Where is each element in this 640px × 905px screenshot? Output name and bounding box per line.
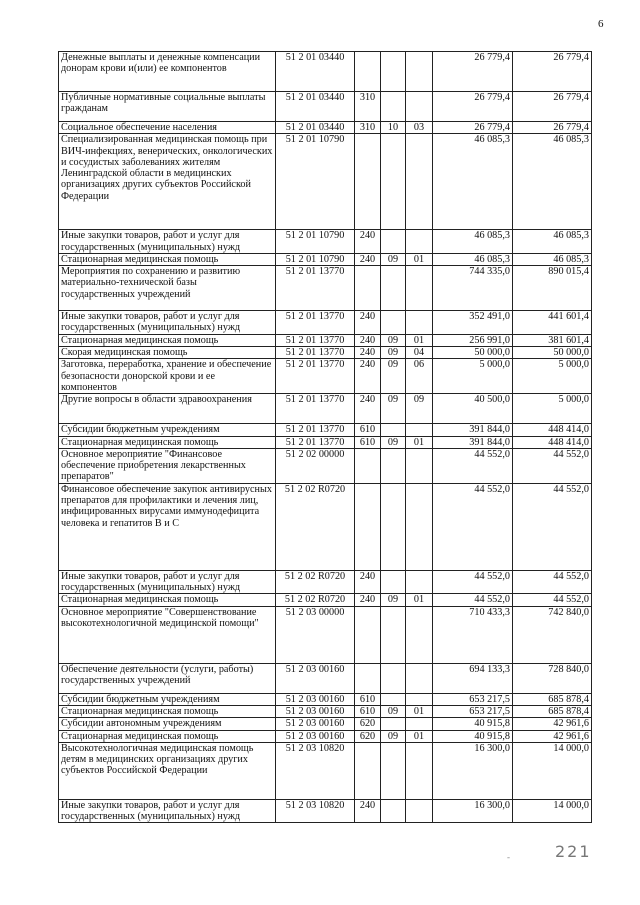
row-subsection [406,311,433,335]
row-name: Финансовое обеспечение закупок антивирусных препаратов для профилактики и лечения лиц, инфицированных вирусами иммунодефицита человека и гепатитов В и С [59,483,276,570]
row-section [381,742,406,799]
row-expense-type: 620 [355,718,381,730]
table-row [59,311,592,335]
row-sum-1: 46 085,3 [433,253,513,265]
row-sum-1: 40 915,8 [433,730,513,742]
table-row [59,448,592,483]
table-row [59,570,592,594]
table-row [59,799,592,823]
row-subsection [406,424,433,436]
row-name: Публичные нормативные социальные выплаты гражданам [59,92,276,122]
row-code: 51 2 03 00160 [276,718,355,730]
row-subsection [406,570,433,594]
row-sum-2: 890 015,4 [513,266,592,311]
row-subsection: 01 [406,594,433,606]
row-expense-type: 610 [355,705,381,717]
row-section [381,663,406,693]
row-sum-2: 381 601,4 [513,334,592,346]
row-section [381,570,406,594]
row-subsection [406,799,433,823]
row-sum-1: 256 991,0 [433,334,513,346]
row-subsection: 01 [406,730,433,742]
row-sum-2: 42 961,6 [513,718,592,730]
row-sum-2: 5 000,0 [513,359,592,394]
row-subsection [406,134,433,230]
row-code: 51 2 03 00160 [276,693,355,705]
row-expense-type: 240 [355,570,381,594]
row-name: Основное мероприятие "Совершенствование высокотехнологичной медицинской помощи" [59,606,276,663]
row-section [381,606,406,663]
row-expense-type: 610 [355,693,381,705]
row-name: Иные закупки товаров, работ и услуг для государственных (муниципальных) нужд [59,799,276,823]
row-subsection [406,52,433,92]
row-expense-type [355,52,381,92]
row-sum-1: 26 779,4 [433,52,513,92]
row-section [381,424,406,436]
row-expense-type: 240 [355,311,381,335]
row-section: 09 [381,436,406,448]
margin-mark: - [507,852,510,862]
row-section: 09 [381,394,406,424]
row-expense-type: 240 [355,394,381,424]
table-row [59,134,592,230]
row-name: Мероприятия по сохранению и развитию материально-технической базы государственных учреждений [59,266,276,311]
row-sum-2: 44 552,0 [513,483,592,570]
table-row [59,606,592,663]
row-sum-1: 44 552,0 [433,594,513,606]
row-subsection [406,266,433,311]
row-subsection [406,92,433,122]
row-code: 51 2 01 13770 [276,359,355,394]
row-expense-type: 240 [355,347,381,359]
row-sum-2: 14 000,0 [513,742,592,799]
row-code: 51 2 01 10790 [276,253,355,265]
table-row [59,230,592,254]
table-row [59,253,592,265]
row-expense-type: 310 [355,122,381,134]
page-number: 6 [598,18,604,30]
row-sum-2: 5 000,0 [513,394,592,424]
row-name: Заготовка, переработка, хранение и обеспечение безопасности донорской крови и ее компонентов [59,359,276,394]
row-sum-2: 742 840,0 [513,606,592,663]
row-code: 51 2 02 R0720 [276,570,355,594]
table-row [59,718,592,730]
row-section [381,718,406,730]
row-code: 51 2 01 13770 [276,311,355,335]
row-section: 09 [381,359,406,394]
row-sum-1: 40 915,8 [433,718,513,730]
row-sum-1: 352 491,0 [433,311,513,335]
row-section: 09 [381,730,406,742]
row-subsection: 01 [406,334,433,346]
row-section: 09 [381,334,406,346]
row-name: Стационарная медицинская помощь [59,730,276,742]
row-code: 51 2 01 13770 [276,266,355,311]
row-expense-type [355,448,381,483]
row-sum-2: 44 552,0 [513,448,592,483]
row-expense-type: 240 [355,253,381,265]
row-name: Высокотехнологичная медицинская помощь детям в медицинских организациях других субъектов Российской Федерации [59,742,276,799]
row-sum-2: 685 878,4 [513,693,592,705]
row-sum-1: 44 552,0 [433,483,513,570]
row-code: 51 2 01 03440 [276,122,355,134]
row-section: 09 [381,705,406,717]
row-code: 51 2 03 10820 [276,742,355,799]
budget-table [58,51,592,823]
row-name: Обеспечение деятельности (услуги, работы) государственных учреждений [59,663,276,693]
row-name: Стационарная медицинская помощь [59,705,276,717]
row-expense-type: 240 [355,230,381,254]
row-sum-1: 44 552,0 [433,570,513,594]
row-name: Скорая медицинская помощь [59,347,276,359]
row-subsection [406,448,433,483]
row-section [381,52,406,92]
row-sum-2: 448 414,0 [513,436,592,448]
row-subsection: 01 [406,705,433,717]
row-sum-1: 16 300,0 [433,742,513,799]
row-name: Иные закупки товаров, работ и услуг для государственных (муниципальных) нужд [59,311,276,335]
row-name: Основное мероприятие "Финансовое обеспечение приобретения лекарственных препаратов" [59,448,276,483]
row-subsection: 04 [406,347,433,359]
row-sum-1: 694 133,3 [433,663,513,693]
row-name: Субсидии автономным учреждениям [59,718,276,730]
row-section: 09 [381,253,406,265]
row-sum-1: 26 779,4 [433,92,513,122]
row-sum-2: 44 552,0 [513,594,592,606]
row-code: 51 2 01 03440 [276,52,355,92]
row-code: 51 2 02 R0720 [276,483,355,570]
row-sum-2: 26 779,4 [513,122,592,134]
row-name: Стационарная медицинская помощь [59,334,276,346]
table-row [59,663,592,693]
row-expense-type: 310 [355,92,381,122]
row-subsection [406,693,433,705]
row-section [381,266,406,311]
row-sum-2: 448 414,0 [513,424,592,436]
row-section [381,448,406,483]
row-sum-1: 40 500,0 [433,394,513,424]
row-expense-type [355,134,381,230]
row-expense-type [355,606,381,663]
row-section [381,693,406,705]
row-sum-2: 685 878,4 [513,705,592,717]
row-sum-2: 14 000,0 [513,799,592,823]
row-name: Иные закупки товаров, работ и услуг для государственных (муниципальных) нужд [59,230,276,254]
table-row [59,334,592,346]
table-row [59,122,592,134]
row-code: 51 2 02 R0720 [276,594,355,606]
row-expense-type [355,266,381,311]
table-row [59,92,592,122]
row-sum-2: 26 779,4 [513,92,592,122]
table-row [59,347,592,359]
row-sum-1: 16 300,0 [433,799,513,823]
row-sum-2: 46 085,3 [513,253,592,265]
row-sum-1: 26 779,4 [433,122,513,134]
row-subsection [406,742,433,799]
row-sum-1: 50 000,0 [433,347,513,359]
row-expense-type [355,663,381,693]
table-row [59,359,592,394]
row-expense-type: 240 [355,334,381,346]
row-code: 51 2 02 00000 [276,448,355,483]
row-sum-1: 5 000,0 [433,359,513,394]
row-sum-2: 26 779,4 [513,52,592,92]
row-section [381,230,406,254]
row-section: 10 [381,122,406,134]
table-row [59,742,592,799]
row-expense-type: 610 [355,436,381,448]
row-name: Специализированная медицинская помощь при ВИЧ-инфекциях, венерических, онкологических и сосудистых заболеваниях жителям Ленинградской области в медицинских организациях других субъектов Российской Федерации [59,134,276,230]
table-row [59,436,592,448]
row-subsection: 06 [406,359,433,394]
row-code: 51 2 01 03440 [276,92,355,122]
row-sum-1: 653 217,5 [433,693,513,705]
row-name: Другие вопросы в области здравоохранения [59,394,276,424]
row-subsection [406,718,433,730]
row-name: Субсидии бюджетным учреждениям [59,693,276,705]
row-subsection [406,483,433,570]
row-code: 51 2 01 10790 [276,230,355,254]
row-code: 51 2 01 10790 [276,134,355,230]
row-section [381,134,406,230]
row-code: 51 2 01 13770 [276,436,355,448]
row-sum-1: 653 217,5 [433,705,513,717]
table-row [59,424,592,436]
row-code: 51 2 01 13770 [276,347,355,359]
row-subsection [406,663,433,693]
row-sum-2: 44 552,0 [513,570,592,594]
row-section [381,311,406,335]
handwritten-page-stamp: 221 [555,842,592,861]
row-name: Субсидии бюджетным учреждениям [59,424,276,436]
row-code: 51 2 03 00160 [276,730,355,742]
row-section [381,483,406,570]
row-sum-2: 728 840,0 [513,663,592,693]
row-sum-2: 46 085,3 [513,230,592,254]
table-row [59,705,592,717]
row-code: 51 2 01 13770 [276,424,355,436]
row-section [381,799,406,823]
table-row [59,52,592,92]
row-section [381,92,406,122]
row-sum-2: 50 000,0 [513,347,592,359]
table-row [59,483,592,570]
row-expense-type [355,742,381,799]
row-expense-type: 620 [355,730,381,742]
row-subsection [406,606,433,663]
row-sum-1: 44 552,0 [433,448,513,483]
row-expense-type: 240 [355,799,381,823]
row-expense-type: 610 [355,424,381,436]
row-subsection: 09 [406,394,433,424]
row-sum-2: 441 601,4 [513,311,592,335]
row-name: Иные закупки товаров, работ и услуг для государственных (муниципальных) нужд [59,570,276,594]
row-subsection: 01 [406,436,433,448]
row-sum-1: 710 433,3 [433,606,513,663]
row-code: 51 2 01 13770 [276,334,355,346]
table-row [59,266,592,311]
row-expense-type: 240 [355,594,381,606]
row-name: Стационарная медицинская помощь [59,253,276,265]
row-subsection: 03 [406,122,433,134]
row-name: Стационарная медицинская помощь [59,436,276,448]
table-row [59,394,592,424]
row-code: 51 2 03 10820 [276,799,355,823]
row-section: 09 [381,347,406,359]
row-code: 51 2 03 00160 [276,705,355,717]
row-code: 51 2 01 13770 [276,394,355,424]
row-expense-type: 240 [355,359,381,394]
row-sum-1: 46 085,3 [433,134,513,230]
table-row [59,693,592,705]
row-expense-type [355,483,381,570]
row-code: 51 2 03 00000 [276,606,355,663]
row-code: 51 2 03 00160 [276,663,355,693]
row-name: Социальное обеспечение населения [59,122,276,134]
row-sum-2: 42 961,6 [513,730,592,742]
row-sum-2: 46 085,3 [513,134,592,230]
row-sum-1: 391 844,0 [433,424,513,436]
row-sum-1: 391 844,0 [433,436,513,448]
row-section: 09 [381,594,406,606]
row-sum-1: 46 085,3 [433,230,513,254]
row-subsection: 01 [406,253,433,265]
row-name: Денежные выплаты и денежные компенсации донорам крови и(или) ее компонентов [59,52,276,92]
row-name: Стационарная медицинская помощь [59,594,276,606]
table-row [59,730,592,742]
table-row [59,594,592,606]
row-subsection [406,230,433,254]
row-sum-1: 744 335,0 [433,266,513,311]
